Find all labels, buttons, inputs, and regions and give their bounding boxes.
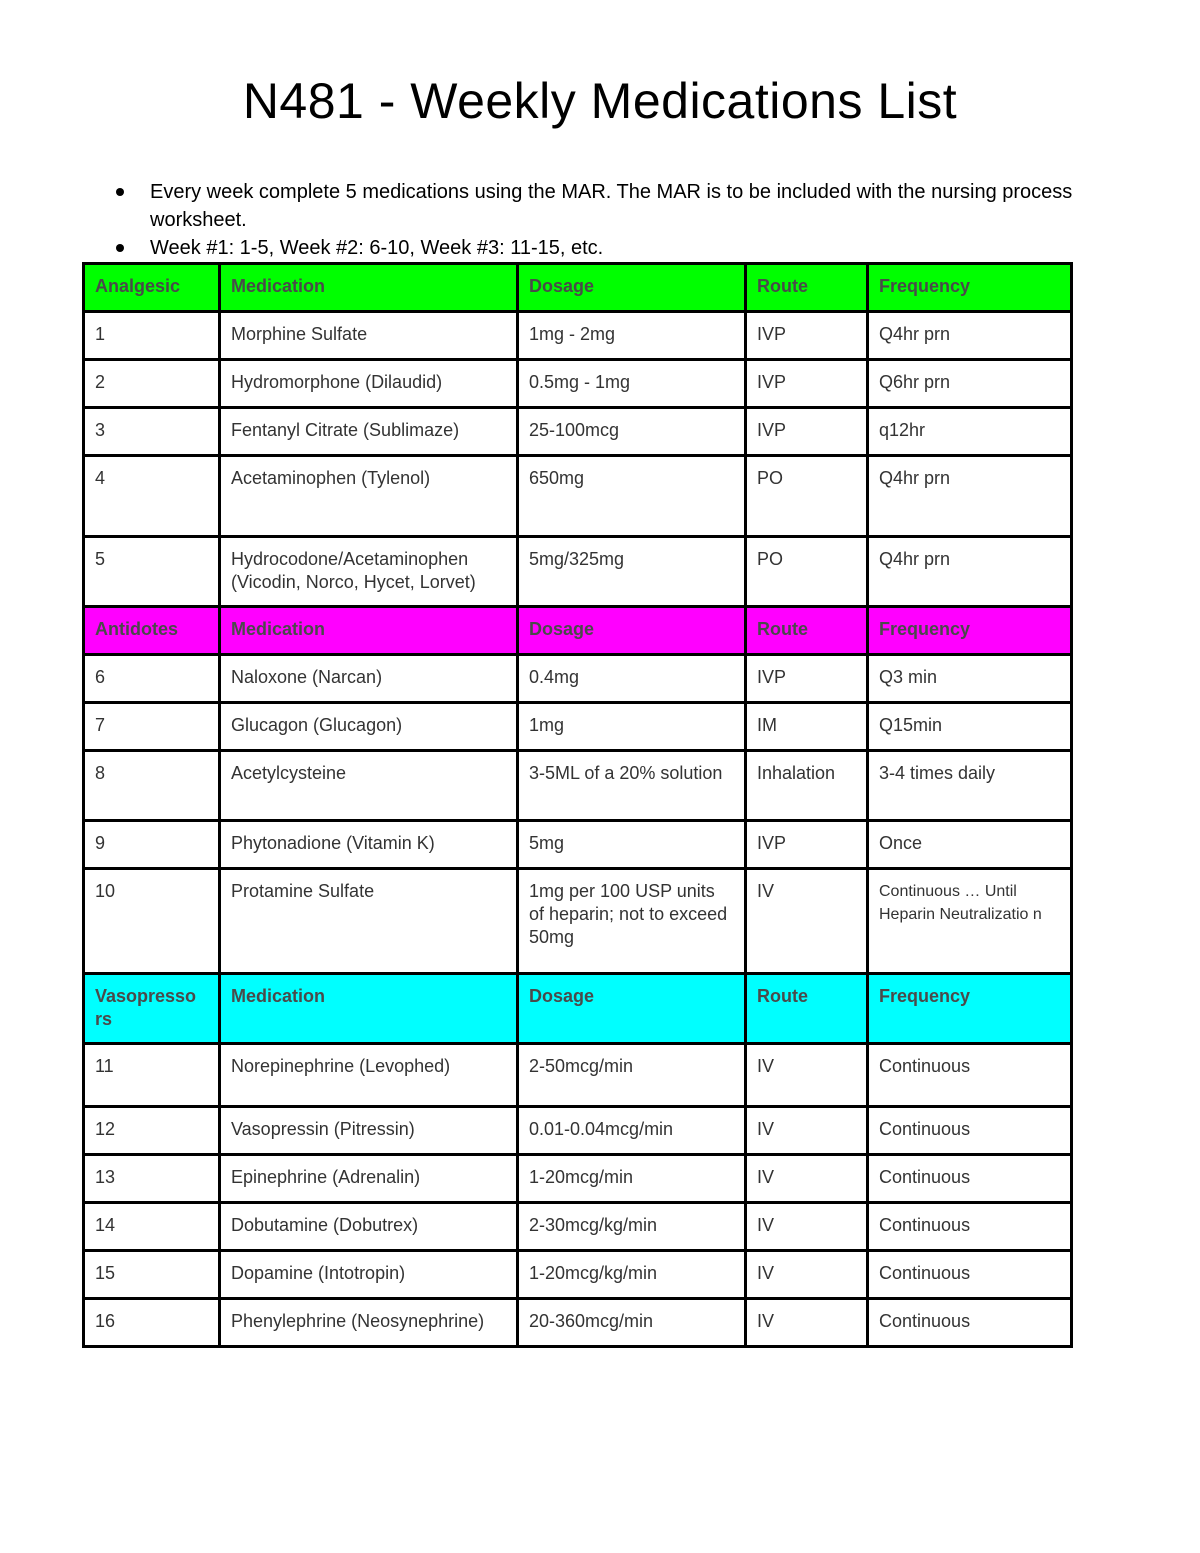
row-number: 3 — [84, 408, 220, 456]
dosage-cell: 3-5ML of a 20% solution — [518, 751, 746, 821]
table-row — [84, 1044, 1072, 1107]
frequency-cell: Continuous — [868, 1299, 1072, 1347]
route-cell: IVP — [746, 655, 868, 703]
frequency-header: Frequency — [868, 264, 1072, 312]
row-number: 12 — [84, 1107, 220, 1155]
frequency-cell: Continuous — [868, 1044, 1072, 1107]
category-header: Vasopresso rs — [84, 974, 220, 1044]
dosage-cell: 650mg — [518, 456, 746, 537]
route-cell: IVP — [746, 821, 868, 869]
medication-cell: Fentanyl Citrate (Sublimaze) — [220, 408, 518, 456]
instruction-item: Week #1: 1-5, Week #2: 6-10, Week #3: 11-15, etc. — [150, 234, 1080, 262]
medications-table — [82, 262, 1073, 1348]
dosage-cell: 5mg/325mg — [518, 537, 746, 607]
row-number: 5 — [84, 537, 220, 607]
dosage-cell: 0.4mg — [518, 655, 746, 703]
table-row — [84, 655, 1072, 703]
frequency-cell: Continuous — [868, 1155, 1072, 1203]
medication-cell: Acetaminophen (Tylenol) — [220, 456, 518, 537]
row-number: 8 — [84, 751, 220, 821]
table-row — [84, 869, 1072, 974]
dosage-cell: 1mg — [518, 703, 746, 751]
row-number: 14 — [84, 1203, 220, 1251]
medication-header: Medication — [220, 974, 518, 1044]
medication-cell: Hydrocodone/Acetaminophen (Vicodin, Norco, Hycet, Lorvet) — [220, 537, 518, 607]
medication-cell: Epinephrine (Adrenalin) — [220, 1155, 518, 1203]
frequency-cell: Continuous — [868, 1203, 1072, 1251]
frequency-cell: Q4hr prn — [868, 312, 1072, 360]
row-number: 4 — [84, 456, 220, 537]
table-row — [84, 456, 1072, 537]
route-cell: IVP — [746, 408, 868, 456]
medication-cell: Dopamine (Intotropin) — [220, 1251, 518, 1299]
row-number: 10 — [84, 869, 220, 974]
frequency-cell: Once — [868, 821, 1072, 869]
table-row — [84, 751, 1072, 821]
medication-cell: Dobutamine (Dobutrex) — [220, 1203, 518, 1251]
dosage-header: Dosage — [518, 264, 746, 312]
table-row — [84, 1299, 1072, 1347]
dosage-cell: 2-30mcg/kg/min — [518, 1203, 746, 1251]
row-number: 13 — [84, 1155, 220, 1203]
row-number: 11 — [84, 1044, 220, 1107]
medication-cell: Morphine Sulfate — [220, 312, 518, 360]
row-number: 15 — [84, 1251, 220, 1299]
frequency-cell: 3-4 times daily — [868, 751, 1072, 821]
route-cell: IV — [746, 1044, 868, 1107]
frequency-cell: Q4hr prn — [868, 537, 1072, 607]
medication-cell: Phytonadione (Vitamin K) — [220, 821, 518, 869]
dosage-cell: 0.01-0.04mcg/min — [518, 1107, 746, 1155]
route-cell: IV — [746, 1299, 868, 1347]
frequency-cell: Q15min — [868, 703, 1072, 751]
section-header-analgesic — [84, 264, 1072, 312]
table-row — [84, 821, 1072, 869]
table-row — [84, 312, 1072, 360]
section-header-antidotes — [84, 607, 1072, 655]
route-cell: IV — [746, 869, 868, 974]
medication-header: Medication — [220, 264, 518, 312]
route-header: Route — [746, 974, 868, 1044]
frequency-cell: Q4hr prn — [868, 456, 1072, 537]
medication-cell: Norepinephrine (Levophed) — [220, 1044, 518, 1107]
table-row — [84, 1107, 1072, 1155]
frequency-cell: Q3 min — [868, 655, 1072, 703]
section-header-vasopressors — [84, 974, 1072, 1044]
instruction-item: Every week complete 5 medications using the MAR. The MAR is to be included with the nursing process worksheet. — [150, 178, 1080, 234]
frequency-cell: Continuous — [868, 1251, 1072, 1299]
row-number: 6 — [84, 655, 220, 703]
table-row — [84, 703, 1072, 751]
row-number: 2 — [84, 360, 220, 408]
table-row — [84, 537, 1072, 607]
frequency-header: Frequency — [868, 974, 1072, 1044]
route-header: Route — [746, 264, 868, 312]
page-title: N481 - Weekly Medications List — [242, 73, 958, 129]
medication-cell: Vasopressin (Pitressin) — [220, 1107, 518, 1155]
table-row — [84, 1203, 1072, 1251]
medication-cell: Phenylephrine (Neosynephrine) — [220, 1299, 518, 1347]
route-cell: IVP — [746, 312, 868, 360]
route-cell: IVP — [746, 360, 868, 408]
route-cell: Inhalation — [746, 751, 868, 821]
row-number: 16 — [84, 1299, 220, 1347]
route-cell: PO — [746, 537, 868, 607]
medication-cell: Acetylcysteine — [220, 751, 518, 821]
dosage-cell: 5mg — [518, 821, 746, 869]
table-row — [84, 360, 1072, 408]
route-cell: IV — [746, 1203, 868, 1251]
frequency-cell: Q6hr prn — [868, 360, 1072, 408]
route-cell: IM — [746, 703, 868, 751]
medication-header: Medication — [220, 607, 518, 655]
frequency-header: Frequency — [868, 607, 1072, 655]
dosage-header: Dosage — [518, 607, 746, 655]
frequency-cell: q12hr — [868, 408, 1072, 456]
row-number: 1 — [84, 312, 220, 360]
dosage-cell: 2-50mcg/min — [518, 1044, 746, 1107]
route-cell: PO — [746, 456, 868, 537]
route-cell: IV — [746, 1251, 868, 1299]
medication-cell: Hydromorphone (Dilaudid) — [220, 360, 518, 408]
table-row — [84, 408, 1072, 456]
instructions-list — [150, 178, 1080, 262]
route-header: Route — [746, 607, 868, 655]
dosage-cell: 0.5mg - 1mg — [518, 360, 746, 408]
dosage-cell: 1mg per 100 USP units of heparin; not to exceed 50mg — [518, 869, 746, 974]
dosage-cell: 1-20mcg/kg/min — [518, 1251, 746, 1299]
dosage-header: Dosage — [518, 974, 746, 1044]
table-row — [84, 1251, 1072, 1299]
dosage-cell: 1-20mcg/min — [518, 1155, 746, 1203]
row-number: 9 — [84, 821, 220, 869]
dosage-cell: 25-100mcg — [518, 408, 746, 456]
frequency-cell: Continuous … Until Heparin Neutralizatio n — [868, 869, 1072, 974]
category-header: Analgesic — [84, 264, 220, 312]
row-number: 7 — [84, 703, 220, 751]
route-cell: IV — [746, 1155, 868, 1203]
dosage-cell: 20-360mcg/min — [518, 1299, 746, 1347]
route-cell: IV — [746, 1107, 868, 1155]
medication-cell: Protamine Sulfate — [220, 869, 518, 974]
category-header: Antidotes — [84, 607, 220, 655]
frequency-cell: Continuous — [868, 1107, 1072, 1155]
dosage-cell: 1mg - 2mg — [518, 312, 746, 360]
medication-cell: Naloxone (Narcan) — [220, 655, 518, 703]
medication-cell: Glucagon (Glucagon) — [220, 703, 518, 751]
table-row — [84, 1155, 1072, 1203]
